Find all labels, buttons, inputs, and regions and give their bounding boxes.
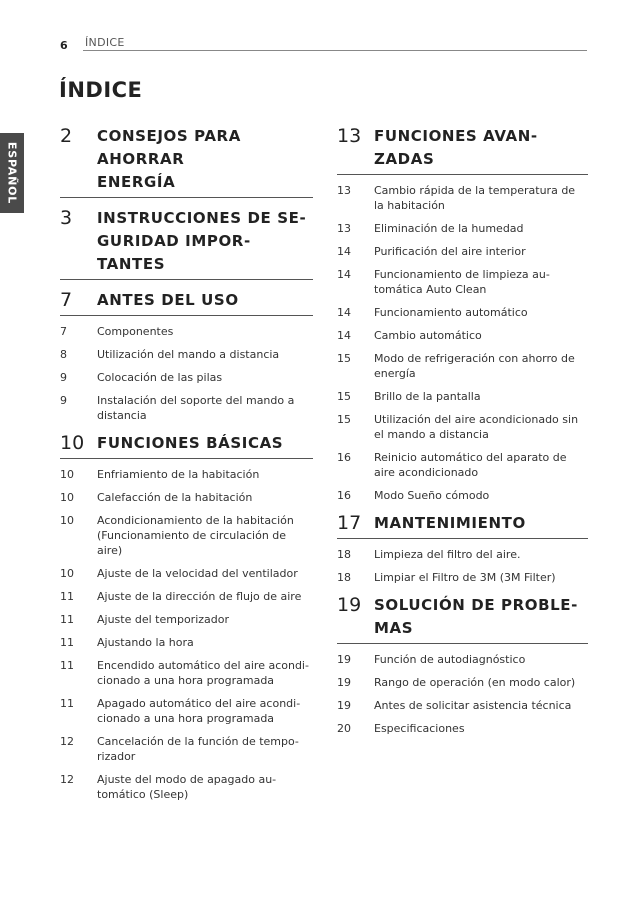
entry-page-number: 13 [337,222,351,235]
toc-entry[interactable] [337,389,588,404]
toc-entry[interactable] [337,183,588,213]
toc-section[interactable] [337,593,588,644]
page-number: 6 [60,39,68,52]
entry-title: Encendido automático del aire acondi- cionado a una hora programada [97,659,309,687]
entry-page-number: 10 [60,468,74,481]
toc-section[interactable] [337,124,588,175]
entry-page-number: 10 [60,514,74,527]
entry-page-number: 10 [60,567,74,580]
toc-entry[interactable] [337,450,588,480]
entry-title: Especificaciones [374,722,465,735]
toc-entry[interactable] [337,698,588,713]
toc-section[interactable] [337,511,588,539]
toc-entry[interactable] [337,267,588,297]
entry-title: Limpieza del filtro del aire. [374,548,521,561]
toc-entry[interactable] [60,635,313,650]
section-page-number: 2 [60,125,73,147]
section-title: FUNCIONES BÁSICAS [97,434,284,452]
entry-page-number: 8 [60,348,67,361]
toc-entry[interactable] [337,570,588,585]
toc-entry[interactable] [60,393,313,423]
toc-entry[interactable] [60,734,313,764]
toc-entry[interactable] [60,612,313,627]
toc-entry[interactable] [337,675,588,690]
entry-page-number: 19 [337,653,351,666]
section-page-number: 19 [337,594,362,616]
toc-entry[interactable] [337,652,588,667]
entry-page-number: 11 [60,697,74,710]
toc-entry[interactable] [60,490,313,505]
entry-title: Utilización del mando a distancia [97,348,280,361]
entry-page-number: 19 [337,676,351,689]
entry-title: Ajuste del modo de apagado au- tomático (Sleep) [97,773,277,801]
language-tab [0,133,24,213]
entry-title: Funcionamiento de limpieza au- tomática Auto Clean [374,268,550,296]
toc-section[interactable] [60,124,313,198]
entry-title: Calefacción de la habitación [97,491,253,504]
toc-section[interactable] [60,288,313,316]
language-tab-label: ESPAÑOL [5,141,19,205]
entry-page-number: 18 [337,548,351,561]
section-page-number: 17 [337,512,362,534]
entry-title: Purificación del aire interior [374,245,526,258]
section-title: INSTRUCCIONES DE SE- GURIDAD IMPOR- TANTES [97,209,307,273]
entry-title: Acondicionamiento de la habitación (Funcionamiento de circulación de aire) [97,514,294,557]
section-page-number: 10 [60,432,85,454]
entry-page-number: 13 [337,184,351,197]
entry-page-number: 11 [60,659,74,672]
toc-entry[interactable] [337,328,588,343]
toc-entry[interactable] [60,696,313,726]
entry-page-number: 11 [60,636,74,649]
entry-title: Enfriamiento de la habitación [97,468,260,481]
toc-entry[interactable] [337,547,588,562]
entry-page-number: 11 [60,613,74,626]
entry-page-number: 15 [337,352,351,365]
entry-title: Funcionamiento automático [374,306,528,319]
toc-left-column [60,124,313,810]
entry-title: Modo Sueño cómodo [374,489,490,502]
entry-title: Utilización del aire acondicionado sin el mando a distancia [374,413,579,441]
entry-title: Colocación de las pilas [97,371,223,384]
entry-page-number: 14 [337,306,351,319]
entry-page-number: 10 [60,491,74,504]
running-header: ÍNDICE [85,36,125,49]
page-title: ÍNDICE [59,78,143,102]
entry-title: Modo de refrigeración con ahorro de energía [374,352,575,380]
entry-title: Ajuste de la dirección de flujo de aire [97,590,302,603]
section-title: ANTES DEL USO [97,291,239,309]
toc-entry[interactable] [60,370,313,385]
entry-title: Instalación del soporte del mando a distancia [97,394,295,422]
entry-title: Limpiar el Filtro de 3M (3M Filter) [374,571,556,584]
toc-entry[interactable] [337,305,588,320]
entry-page-number: 9 [60,371,67,384]
entry-page-number: 16 [337,489,351,502]
entry-title: Cambio rápida de la temperatura de la habitación [374,184,576,212]
entry-page-number: 7 [60,325,67,338]
toc-entry[interactable] [60,513,313,558]
entry-page-number: 12 [60,773,74,786]
entry-title: Reinicio automático del aparato de aire acondicionado [374,451,567,479]
section-page-number: 13 [337,125,362,147]
entry-title: Función de autodiagnóstico [374,653,526,666]
entry-title: Brillo de la pantalla [374,390,481,403]
section-page-number: 7 [60,289,73,311]
section-title: FUNCIONES AVAN- ZADAS [374,127,538,168]
section-page-number: 3 [60,207,73,229]
entry-page-number: 20 [337,722,351,735]
toc-entry[interactable] [337,721,588,736]
toc-entry[interactable] [337,351,588,381]
toc-entry[interactable] [60,324,313,339]
section-title: MANTENIMIENTO [374,514,526,532]
entry-page-number: 9 [60,394,67,407]
section-title: SOLUCIÓN DE PROBLE- MAS [374,596,578,637]
entry-page-number: 16 [337,451,351,464]
entry-title: Antes de solicitar asistencia técnica [374,699,572,712]
entry-title: Apagado automático del aire acondi- cionado a una hora programada [97,697,301,725]
entry-page-number: 12 [60,735,74,748]
entry-page-number: 18 [337,571,351,584]
toc-entry[interactable] [337,244,588,259]
entry-page-number: 14 [337,329,351,342]
toc-entry[interactable] [337,488,588,503]
entry-title: Cancelación de la función de tempo- rizador [97,735,299,763]
section-title: CONSEJOS PARA AHORRAR ENERGÍA [97,127,241,191]
entry-page-number: 11 [60,590,74,603]
entry-title: Ajuste de la velocidad del ventilador [97,567,298,580]
toc-entry[interactable] [60,772,313,802]
toc-section[interactable] [60,431,313,459]
entry-title: Ajustando la hora [97,636,194,649]
toc-entry[interactable] [60,347,313,362]
toc-right-column [337,124,588,744]
toc-entry[interactable] [60,566,313,581]
header-rule [83,50,587,51]
entry-page-number: 14 [337,268,351,281]
entry-title: Componentes [97,325,174,338]
entry-title: Cambio automático [374,329,482,342]
toc-entry[interactable] [60,467,313,482]
toc-entry[interactable] [60,658,313,688]
toc-entry[interactable] [337,412,588,442]
toc-entry[interactable] [337,221,588,236]
entry-page-number: 15 [337,390,351,403]
entry-title: Eliminación de la humedad [374,222,524,235]
entry-title: Ajuste del temporizador [97,613,229,626]
entry-page-number: 14 [337,245,351,258]
entry-title: Rango de operación (en modo calor) [374,676,576,689]
entry-page-number: 19 [337,699,351,712]
toc-section[interactable] [60,206,313,280]
toc-entry[interactable] [60,589,313,604]
entry-page-number: 15 [337,413,351,426]
